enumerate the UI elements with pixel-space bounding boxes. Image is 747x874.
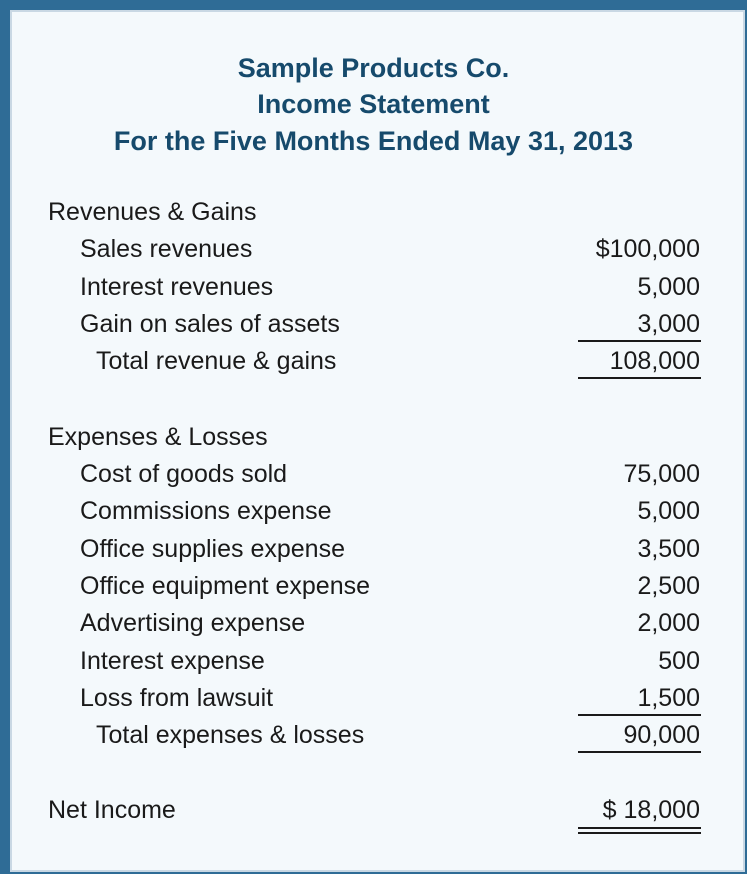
total-row [0,719,747,755]
total-amount: 108,000 [609,347,700,375]
total-label: Total revenue & gains [96,347,337,375]
total-row [0,345,747,381]
line-item [0,458,747,494]
line-item [0,682,747,718]
line-item-amount: 75,000 [623,460,700,488]
total-rule [578,751,701,753]
line-item-amount: 2,500 [637,572,700,600]
line-item-label: Office equipment expense [80,572,371,600]
line-item-label: Office supplies expense [80,535,345,563]
total-amount: 90,000 [623,721,700,749]
subtotal-rule [578,714,701,716]
company-name: Sample Products Co. [237,53,510,83]
section-label: Expenses & Losses [48,423,268,451]
line-item [0,607,747,643]
total-label: Total expenses & losses [96,721,365,749]
line-item [0,233,747,269]
line-item-amount: 3,000 [637,310,700,338]
line-item [0,645,747,681]
section-revenues [0,196,747,232]
line-item-label: Interest revenues [80,273,274,301]
line-item-amount: 3,500 [637,535,700,563]
line-item [0,308,747,344]
statement-period: For the Five Months Ended May 31, 2013 [113,126,634,156]
net-income-row [0,794,747,830]
net-income-amount: $ 18,000 [602,796,700,824]
double-rule-bottom [578,832,701,834]
total-rule [578,377,701,379]
line-item-amount: 1,500 [637,684,700,712]
line-item-label: Advertising expense [80,609,306,637]
line-item-label: Sales revenues [80,235,253,263]
net-income-label: Net Income [48,796,176,824]
line-item [0,271,747,307]
line-item-label: Interest expense [80,647,265,675]
line-item [0,495,747,531]
line-item-amount: 5,000 [637,497,700,525]
line-item-amount: 500 [658,647,700,675]
section-label: Revenues & Gains [48,198,257,226]
line-item-amount: 2,000 [637,609,700,637]
line-item [0,570,747,606]
subtotal-rule [578,340,701,342]
double-rule-top [578,827,701,829]
line-item-amount: 5,000 [637,273,700,301]
line-item [0,533,747,569]
line-item-label: Gain on sales of assets [80,310,340,338]
line-item-label: Commissions expense [80,497,332,525]
line-item-label: Loss from lawsuit [80,684,274,712]
section-expenses [0,421,747,457]
line-item-label: Cost of goods sold [80,460,288,488]
line-item-amount: $100,000 [595,235,700,263]
statement-title: Income Statement [257,89,490,119]
